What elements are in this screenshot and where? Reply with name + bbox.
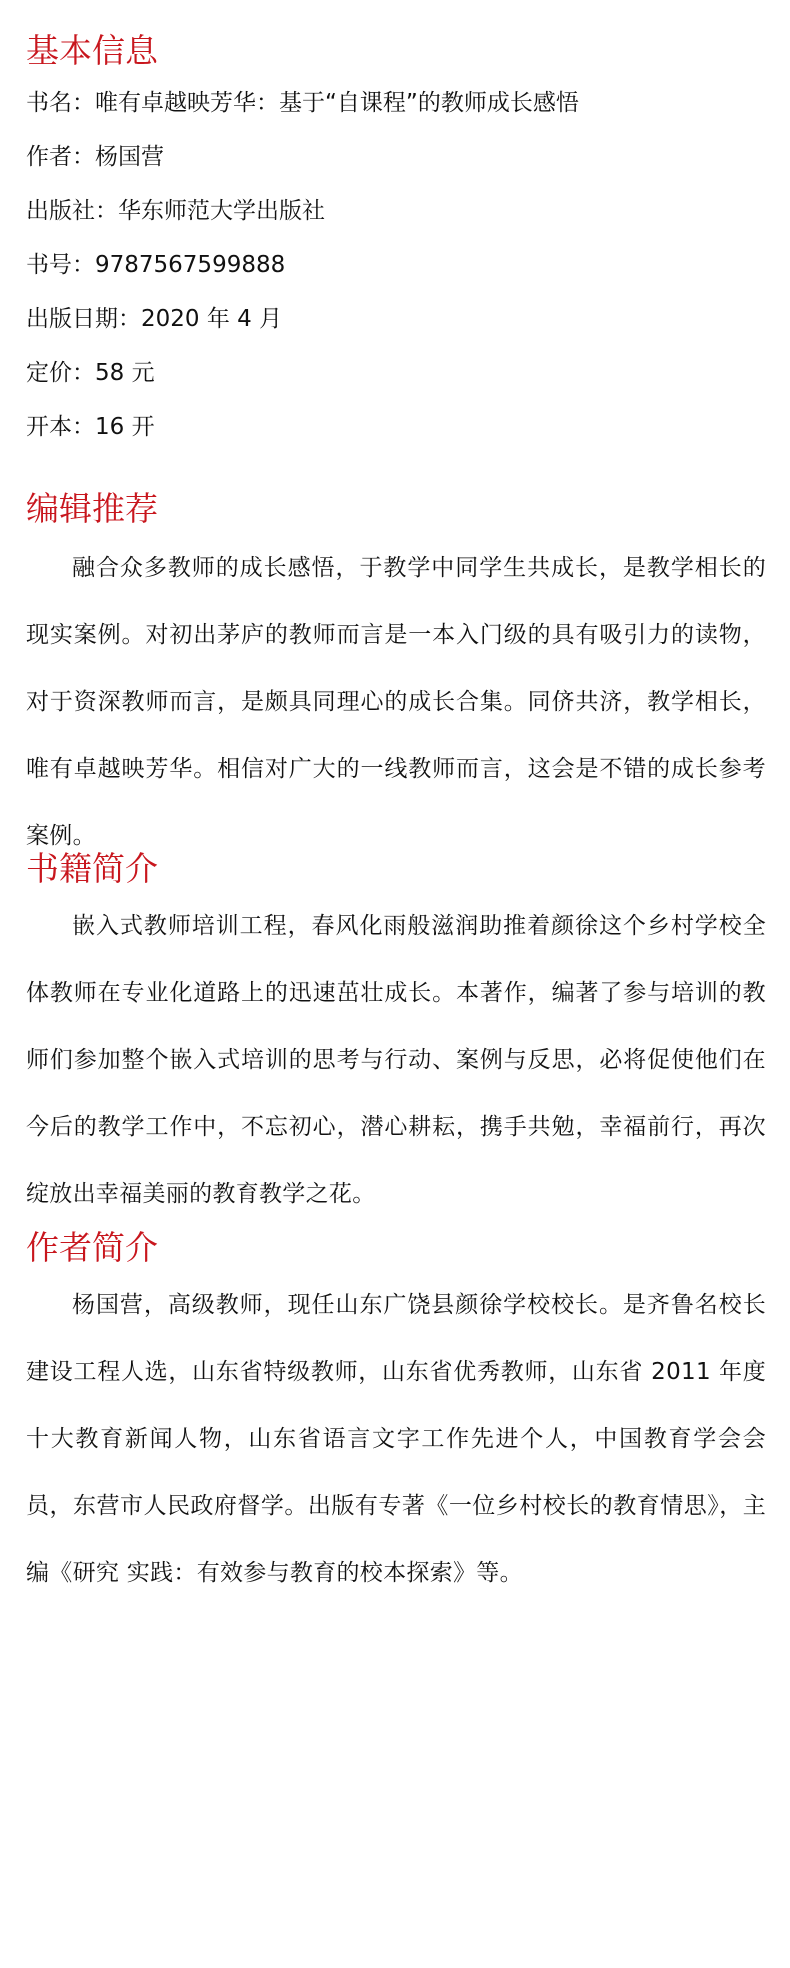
isbn-line: 书号：9787567599888	[26, 252, 286, 278]
book-name-line: 书名：唯有卓越映芳华：基于“自课程”的教师成长感悟	[26, 90, 579, 116]
book-intro-paragraph: 嵌入式教师培训工程，春风化雨般滋润助推着颜徐这个乡村学校全体教师在专业化道路上的迅速茁壮成长。本著作，编著了参与培训的教师们参加整个嵌入式培训的思考与行动、案例与反思，必将促使他们在今后的教学工作中，不忘初心，潜心耕耘，携手共勉，幸福前行，再次绽放出幸福美丽的教育教学之花。	[26, 913, 766, 1207]
basic-info-heading: 基本信息	[26, 31, 158, 70]
book-intro-heading: 书籍简介	[26, 849, 158, 888]
author-intro-paragraph: 杨国营，高级教师，现任山东广饶县颜徐学校校长。是齐鲁名校长建设工程人选，山东省特级教师，山东省优秀教师，山东省 2011 年度十大教育新闻人物，山东省语言文字工作先进个人，中国教育学会会员，东营市人民政府督学。出版有专著《一位乡村校长的教育情思》，主编《研究 实践：有效参与教育的校本探索》等。	[26, 1292, 766, 1586]
price-line: 定价：58 元	[26, 360, 155, 386]
pub-date-line: 出版日期：2020 年 4 月	[26, 306, 283, 332]
author-intro-heading: 作者简介	[26, 1228, 158, 1267]
format-line: 开本：16 开	[26, 414, 155, 440]
publisher-line: 出版社：华东师范大学出版社	[26, 198, 325, 224]
editor-recommend-heading: 编辑推荐	[26, 489, 158, 528]
author-line: 作者：杨国营	[26, 144, 164, 170]
editor-recommend-paragraph: 融合众多教师的成长感悟，于教学中同学生共成长，是教学相长的现实案例。对初出茅庐的教师而言是一本入门级的具有吸引力的读物，对于资深教师而言，是颇具同理心的成长合集。同侪共济，教学相长，唯有卓越映芳华。相信对广大的一线教师而言，这会是不错的成长参考案例。	[26, 555, 766, 849]
